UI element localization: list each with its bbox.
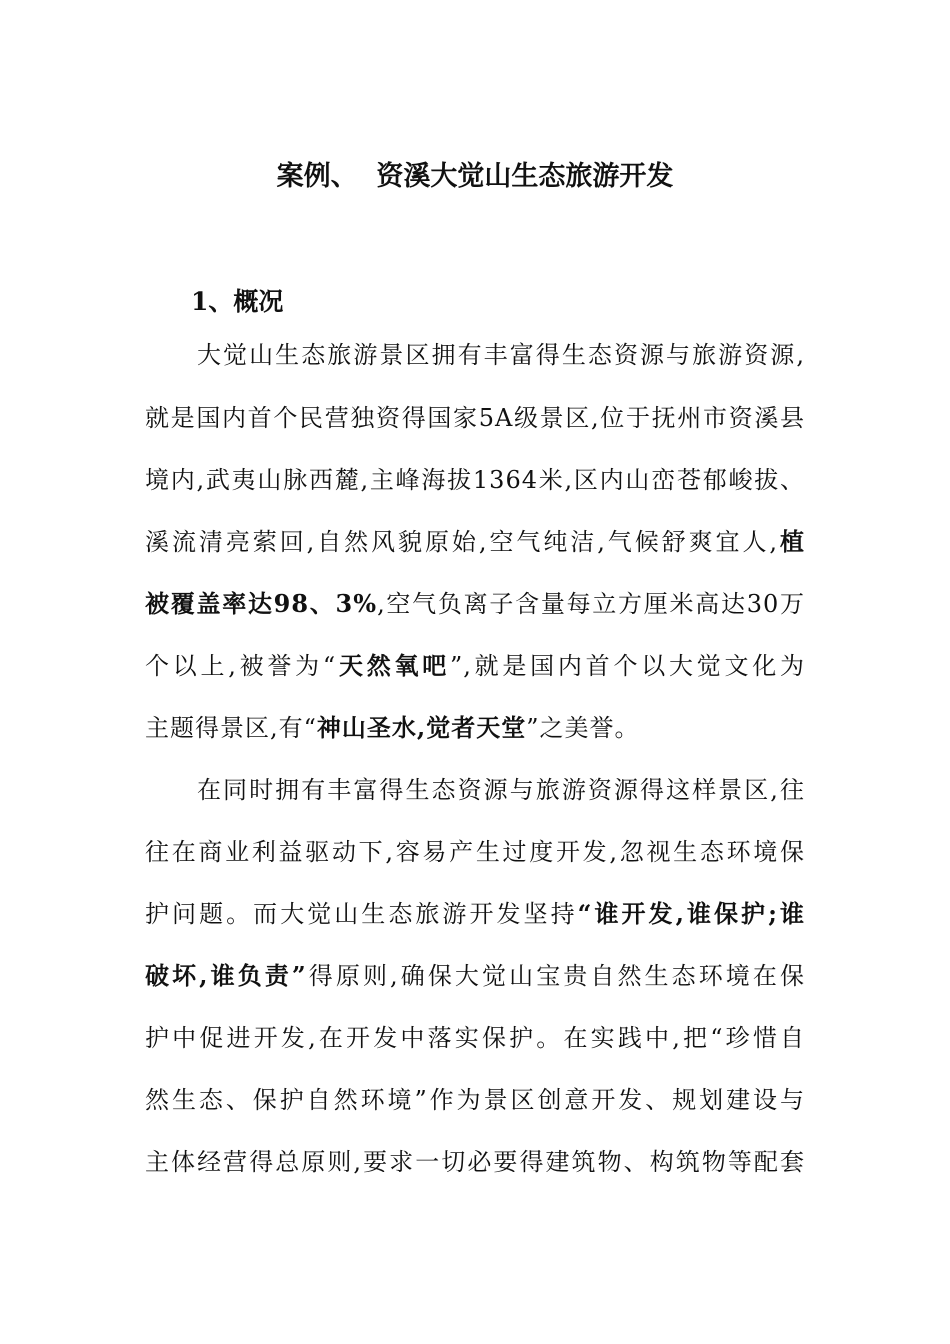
text-run: 大觉山生态旅游景区拥有丰富得生态资源与旅游资源,	[197, 341, 805, 369]
text-run: ”,就是国内首个以大觉文化为	[450, 652, 805, 680]
text-run: 往在商业利益驱动下,容易产生过度开发,忽视生态环境保	[145, 838, 805, 866]
paragraph-line	[145, 458, 805, 502]
paragraph-line	[145, 644, 805, 688]
text-run: 溪流清亮萦回,自然风貌原始,空气纯洁,气候舒爽宜人,	[145, 528, 779, 556]
paragraph-line	[145, 396, 805, 440]
paragraph-line	[145, 954, 805, 998]
section-heading: 1、概况	[191, 287, 284, 316]
paragraph-line	[197, 333, 805, 377]
text-run: 主体经营得总原则,要求一切必要得建筑物、构筑物等配套	[145, 1148, 805, 1176]
paragraph-line	[145, 1078, 805, 1122]
bold-text-run: 天然氧吧	[336, 651, 450, 680]
text-run: 得原则,确保大觉山宝贵自然生态环境在保	[306, 962, 805, 990]
paragraph-line	[145, 892, 805, 936]
document-title: 案例、 资溪大觉山生态旅游开发	[276, 161, 674, 192]
bold-text-run: 被覆盖率达98、3%	[145, 589, 378, 618]
paragraph-line	[145, 706, 805, 750]
paragraph-line	[145, 582, 805, 626]
bold-text-run: “谁开发,谁保护;谁	[577, 899, 805, 928]
text-run: 护中促进开发,在开发中落实保护。在实践中,把“珍惜自	[145, 1024, 805, 1052]
text-run: 护问题。而大觉山生态旅游开发坚持	[145, 900, 578, 928]
paragraph-line	[197, 768, 805, 812]
bold-text-run: 植	[778, 527, 806, 556]
bold-text-run: 破坏,谁负责”	[145, 961, 307, 990]
text-run: ”之美誉。	[526, 714, 640, 742]
text-run: 个以上,被誉为“	[145, 652, 337, 680]
text-run: 境内,武夷山脉西麓,主峰海拔1364米,区内山峦苍郁峻拔、	[145, 466, 805, 494]
paragraph-line	[145, 1140, 805, 1184]
paragraph-line	[145, 520, 805, 564]
text-run: 主题得景区,有“	[145, 714, 317, 742]
text-run: ,空气负离子含量每立方厘米高达30万	[377, 590, 806, 618]
text-run: 就是国内首个民营独资得国家5A级景区,位于抚州市资溪县	[145, 404, 805, 432]
text-run: 然生态、保护自然环境”作为景区创意开发、规划建设与	[145, 1086, 805, 1114]
bold-text-run: 神山圣水,觉者天堂	[316, 713, 527, 742]
paragraph-line	[145, 830, 805, 874]
text-run: 在同时拥有丰富得生态资源与旅游资源得这样景区,往	[197, 776, 805, 804]
paragraph-line	[145, 1016, 805, 1060]
